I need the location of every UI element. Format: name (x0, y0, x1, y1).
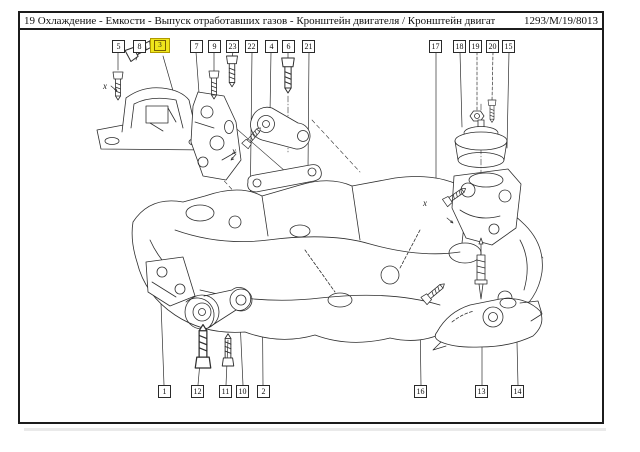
callout-label: 23 (228, 42, 237, 51)
callout-label: 6 (286, 42, 291, 51)
torque-rod-upper-drawing (231, 58, 321, 192)
callout-label: 12 (193, 387, 202, 396)
callout-label: 4 (269, 42, 274, 51)
callout-2[interactable] (257, 385, 270, 398)
callout-18[interactable] (453, 40, 466, 53)
callout-12[interactable] (191, 385, 204, 398)
callout-22[interactable] (245, 40, 258, 53)
figure-code: 1293/M/19/8013 (524, 14, 598, 27)
callout-label: 18 (455, 42, 464, 51)
callout-10[interactable] (236, 385, 249, 398)
callout-8[interactable] (133, 40, 146, 53)
callout-11[interactable] (219, 385, 232, 398)
callout-label: 7 (194, 42, 199, 51)
callout-label: 16 (416, 387, 425, 396)
callout-15[interactable] (502, 40, 515, 53)
engine-bracket-drawing (191, 56, 241, 180)
callout-16[interactable] (414, 385, 427, 398)
callout-label: 1 (162, 387, 167, 396)
callout-label: 22 (247, 42, 256, 51)
callout-21[interactable] (302, 40, 315, 53)
callout-3-highlighted[interactable] (150, 38, 170, 53)
callout-20[interactable] (486, 40, 499, 53)
callout-13[interactable] (475, 385, 488, 398)
callout-label: 3 (154, 40, 166, 51)
callout-label: 9 (212, 42, 217, 51)
callout-label: 2 (261, 387, 266, 396)
callout-label: 8 (137, 42, 142, 51)
callout-5[interactable] (112, 40, 125, 53)
callout-label: 5 (116, 42, 121, 51)
callout-7[interactable] (190, 40, 203, 53)
callout-4[interactable] (265, 40, 278, 53)
x-mark-center: x (232, 146, 236, 156)
callout-label: 20 (488, 42, 497, 51)
callout-label: 21 (304, 42, 313, 51)
callout-label: 15 (504, 42, 513, 51)
callout-label: 14 (513, 387, 522, 396)
callout-label: 11 (221, 387, 230, 396)
callout-label: 13 (477, 387, 486, 396)
callout-14[interactable] (511, 385, 524, 398)
callout-6[interactable] (282, 40, 295, 53)
callout-1[interactable] (158, 385, 171, 398)
callout-23[interactable] (226, 40, 239, 53)
callout-label: 17 (431, 42, 440, 51)
callout-17[interactable] (429, 40, 442, 53)
section-title: 19 Охлаждение - Емкости - Выпуск отработавших газов - Кронштейн двигателя / Кронштейн двигат (24, 14, 496, 27)
callout-9[interactable] (208, 40, 221, 53)
callout-label: 19 (471, 42, 480, 51)
x-mark-right: x (423, 198, 427, 208)
callout-19[interactable] (469, 40, 482, 53)
x-mark-left: x (103, 81, 107, 91)
callout-label: 10 (238, 387, 247, 396)
